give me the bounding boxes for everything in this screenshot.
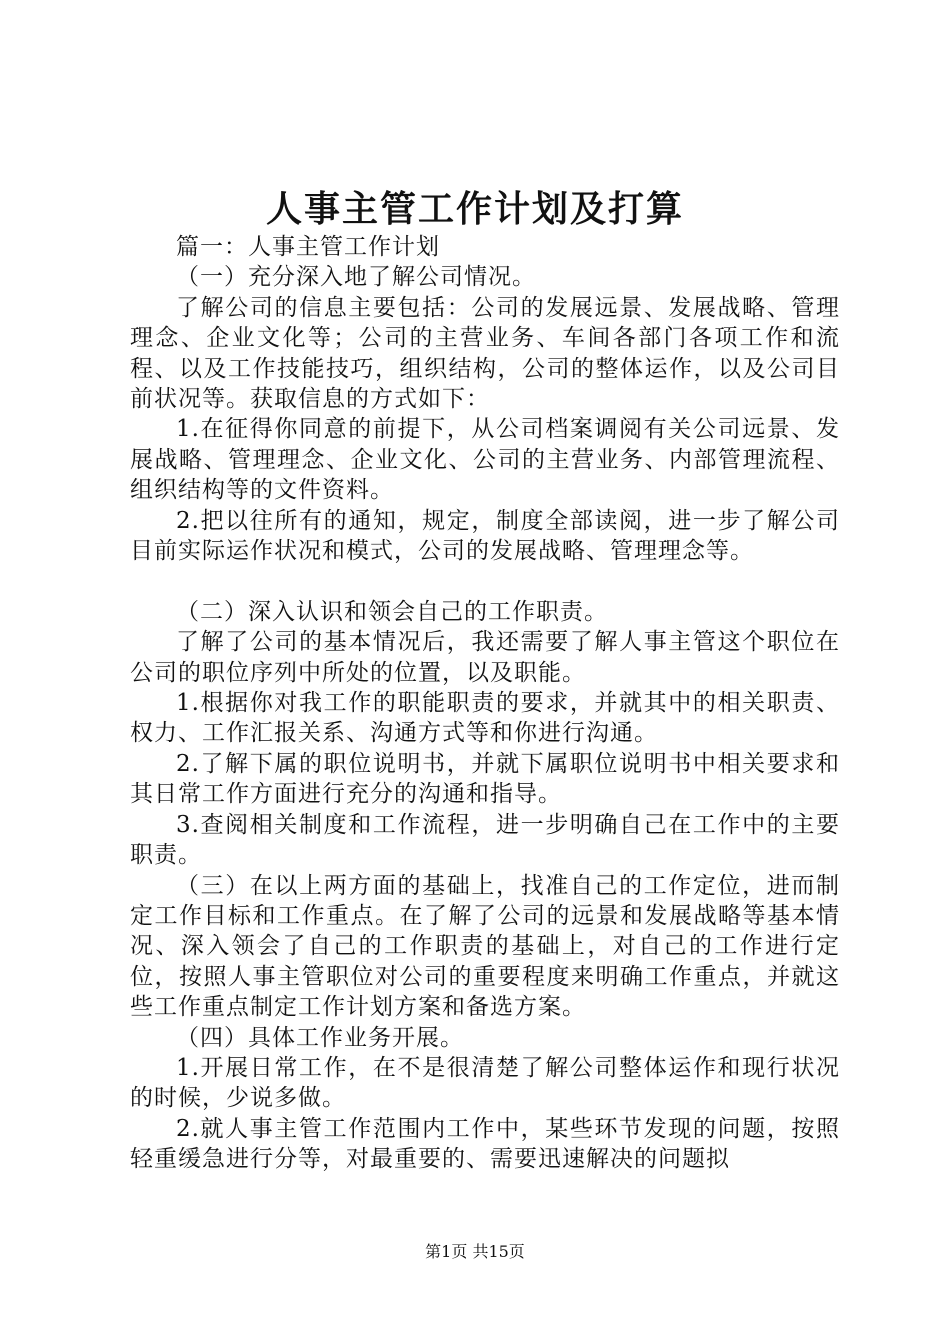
list-item: 3.查阅相关制度和工作流程，进一步明确自己在工作中的主要职责。 xyxy=(130,811,840,869)
body-paragraph: 了解了公司的基本情况后，我还需要了解人事主管这个职位在公司的职位序列中所处的位置，以及职能。 xyxy=(130,629,840,686)
subsection-heading: （四）具体工作业务开展。 xyxy=(176,1024,464,1051)
document-body xyxy=(130,232,840,1175)
list-item: 1.开展日常工作，在不是很清楚了解公司整体运作和现行状况的时候，少说多做。 xyxy=(130,1054,840,1112)
body-paragraph: 了解公司的信息主要包括：公司的发展远景、发展战略、管理理念、企业文化等；公司的主营业务、车间各部门各项工作和流程、以及工作技能技巧，组织结构，公司的整体运作，以及公司目前状况等。获取信息的方式如下： xyxy=(130,294,840,413)
body-paragraph: （三）在以上两方面的基础上，找准自己的工作定位，进而制定工作目标和工作重点。在了解了公司的远景和发展战略等基本情况、深入领会了自己的工作职责的基础上，对自己的工作进行定位，按照人事主管职位对公司的重要程度来明确工作重点，并就这些工作重点制定工作计划方案和备选方案。 xyxy=(130,872,840,1021)
page-number-footer: 第1页 共15页 xyxy=(425,1242,525,1261)
list-item: 2.就人事主管工作范围内工作中，某些环节发现的问题，按照轻重缓急进行分等，对最重要的、需要迅速解决的问题拟 xyxy=(130,1115,840,1173)
list-item: 2.了解下属的职位说明书，并就下属职位说明书中相关要求和其日常工作方面进行充分的沟通和指导。 xyxy=(130,750,840,808)
list-item: 1.在征得你同意的前提下，从公司档案调阅有关公司远景、发展战略、管理理念、企业文化、公司的主营业务、内部管理流程、组织结构等的文件资料。 xyxy=(130,416,840,504)
subsection-heading: （二）深入认识和领会自己的工作职责。 xyxy=(176,598,608,625)
list-item: 1.根据你对我工作的职能职责的要求，并就其中的相关职责、权力、工作汇报关系、沟通方式等和你进行沟通。 xyxy=(130,690,840,747)
section-heading: 篇一：人事主管工作计划 xyxy=(176,234,440,260)
paragraph-spacer xyxy=(130,566,840,596)
list-item: 2.把以往所有的通知，规定，制度全部读阅，进一步了解公司目前实际运作状况和模式，公司的发展战略、管理理念等。 xyxy=(130,507,840,565)
document-title: 人事主管工作计划及打算 xyxy=(265,188,684,230)
subsection-heading: （一）充分深入地了解公司情况。 xyxy=(176,264,536,291)
